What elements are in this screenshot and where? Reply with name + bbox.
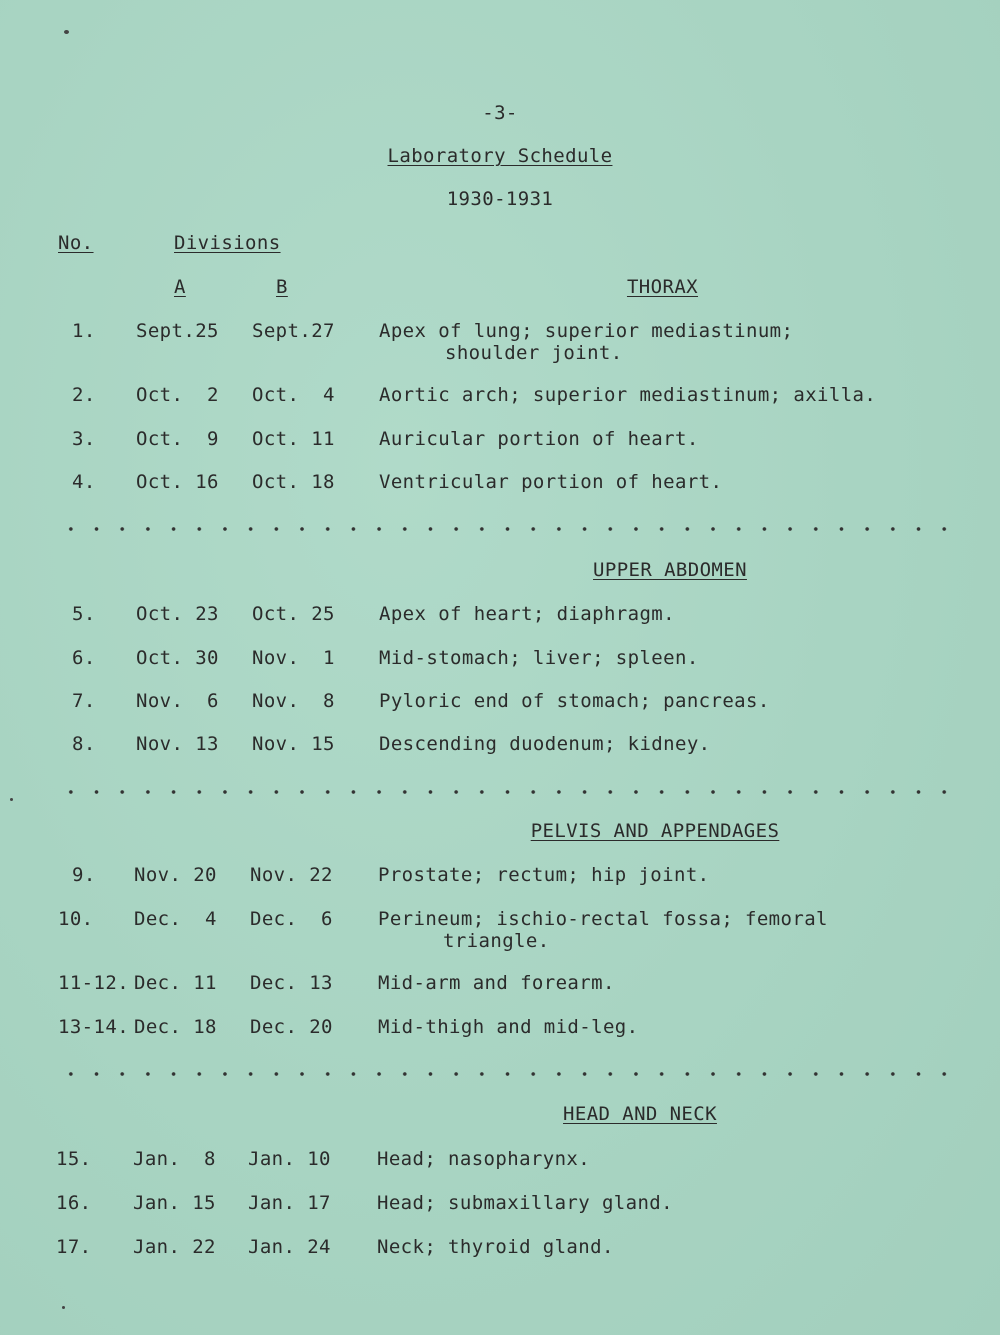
section-heading-upper-abdomen: UPPER ABDOMEN [593,559,747,581]
row-description: Neck; thyroid gland. [377,1236,614,1258]
date-division-a: Nov. 13 [136,733,219,755]
row-description: Perineum; ischio-rectal fossa; femoral [378,908,828,930]
date-division-a: Jan. 22 [133,1236,216,1258]
row-number: 2. [72,384,96,406]
date-division-a: Oct. 9 [136,428,219,450]
date-division-b: Oct. 18 [252,471,335,493]
date-division-a: Dec. 18 [134,1016,217,1038]
header-division-a: A [174,276,186,298]
date-division-b: Oct. 4 [252,384,335,406]
row-number: 16. [56,1192,92,1214]
date-division-a: Nov. 20 [134,864,217,886]
date-division-b: Jan. 17 [248,1192,331,1214]
document-title: Laboratory Schedule [387,145,613,167]
header-division-b: B [276,276,288,298]
date-division-b: Dec. 6 [250,908,333,930]
date-division-b: Dec. 13 [250,972,333,994]
row-description: Mid-stomach; liver; spleen. [379,647,699,669]
date-division-a: Oct. 23 [136,603,219,625]
paper-speck [62,1306,65,1309]
row-description: Head; submaxillary gland. [377,1192,673,1214]
date-division-a: Dec. 11 [134,972,217,994]
year-range: 1930-1931 [446,188,554,210]
header-no: No. [58,232,94,254]
row-description: Prostate; rectum; hip joint. [378,864,710,886]
dotted-separator [58,790,958,794]
row-number: 7. [72,690,96,712]
row-description: Apex of lung; superior mediastinum; [379,320,794,342]
row-description: Aortic arch; superior mediastinum; axilla. [379,384,877,406]
row-description: Mid-thigh and mid-leg. [378,1016,639,1038]
row-description: Apex of heart; diaphragm. [379,603,675,625]
date-division-b: Sept.27 [252,320,335,342]
row-number: 13-14. [58,1016,130,1038]
paper-speck [64,30,69,34]
date-division-b: Nov. 1 [252,647,335,669]
page-number: -3- [482,102,518,124]
row-number: 11-12. [58,972,130,994]
row-number: 6. [72,647,96,669]
paper-speck [10,798,13,801]
date-division-a: Dec. 4 [134,908,217,930]
row-number: 8. [72,733,96,755]
date-division-b: Jan. 10 [248,1148,331,1170]
row-number: 4. [72,471,96,493]
section-heading-pelvis-and-appendages: PELVIS AND APPENDAGES [530,820,780,842]
row-number: 15. [56,1148,92,1170]
row-description: Auricular portion of heart. [379,428,699,450]
row-number: 3. [72,428,96,450]
row-description-continued: shoulder joint. [445,342,623,364]
date-division-b: Nov. 15 [252,733,335,755]
row-number: 10. [58,908,94,930]
row-description-continued: triangle. [443,930,550,952]
date-division-b: Oct. 11 [252,428,335,450]
header-divisions: Divisions [174,232,281,254]
row-number: 5. [72,603,96,625]
row-number: 17. [56,1236,92,1258]
row-description: Head; nasopharynx. [377,1148,591,1170]
date-division-b: Nov. 8 [252,690,335,712]
date-division-a: Nov. 6 [136,690,219,712]
row-description: Descending duodenum; kidney. [379,733,711,755]
date-division-b: Dec. 20 [250,1016,333,1038]
date-division-a: Jan. 8 [133,1148,216,1170]
date-division-a: Oct. 30 [136,647,219,669]
date-division-a: Oct. 16 [136,471,219,493]
row-number: 1. [72,320,96,342]
date-division-a: Jan. 15 [133,1192,216,1214]
dotted-separator [58,1072,958,1076]
date-division-b: Jan. 24 [248,1236,331,1258]
row-description: Mid-arm and forearm. [378,972,615,994]
date-division-b: Oct. 25 [252,603,335,625]
row-description: Ventricular portion of heart. [379,471,723,493]
date-division-b: Nov. 22 [250,864,333,886]
row-description: Pyloric end of stomach; pancreas. [379,690,770,712]
section-heading-head-and-neck: HEAD AND NECK [563,1103,717,1125]
dotted-separator [58,527,958,531]
section-heading-thorax: THORAX [626,276,699,298]
date-division-a: Oct. 2 [136,384,219,406]
row-number: 9. [72,864,96,886]
date-division-a: Sept.25 [136,320,219,342]
